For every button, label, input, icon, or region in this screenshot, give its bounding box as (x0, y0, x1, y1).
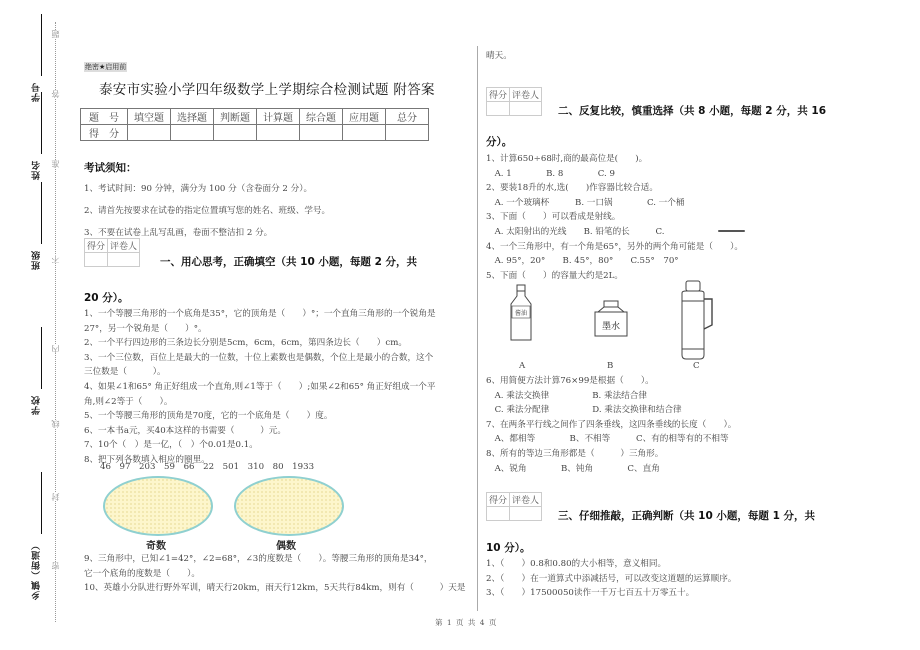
binding-hint-char: 内 (51, 345, 60, 353)
grader-score-cell[interactable] (487, 507, 510, 521)
grader-name-label: 评卷人 (108, 239, 140, 253)
binding-field-input[interactable] (41, 327, 42, 389)
score-header-cell: 总分 (386, 109, 429, 125)
question-line: 1、（ ）0.8和0.80的大小相等，意义相同。 (486, 559, 667, 569)
binding-hint-char: 密 (51, 562, 60, 570)
question-line: 5、下面（ ）的容量大约是2L。 (486, 270, 623, 281)
score-header-cell: 综合题 (300, 109, 343, 125)
binding-field-input[interactable] (41, 472, 42, 534)
binding-field-label: 学号 (32, 82, 42, 102)
section2-title-cont: 分）。 (486, 136, 513, 148)
question-line: 1、计算650÷68时,商的最高位是( )。 (486, 154, 648, 164)
binding-field-input[interactable] (41, 182, 42, 244)
score-cell[interactable] (386, 125, 429, 141)
question-line: 6、用简便方法计算76×99是根据（ ）。 (486, 376, 654, 386)
grader-name-label: 评卷人 (510, 88, 542, 102)
binding-hint-char: 封 (51, 493, 60, 501)
grader-box-section1 (84, 238, 140, 267)
grader-score-label: 得分 (487, 88, 510, 102)
question-line: 3、下面（ ）可以看成是射线。 (486, 212, 621, 223)
binding-hint-char: 题 (51, 30, 60, 38)
score-cell[interactable] (128, 125, 171, 141)
grader-score-cell[interactable] (487, 102, 510, 116)
question-line: A. 乘法交换律 B. 乘法结合律 (486, 390, 647, 401)
question-line: 1、一个等腰三角形的一个底角是35°，它的顶角是（ ）°；一个直角三角形的一个锐角是 (84, 309, 436, 319)
question-line: 5、一个等腰三角形的顶角是70度，它的一个底角是（ ）度。 (84, 411, 333, 422)
svg-text:墨水: 墨水 (601, 322, 621, 332)
score-table-score-row (81, 125, 429, 141)
picture-label-c: C (693, 361, 700, 371)
question-line: 4、如果∠1和65° 角正好组成一个直角,则∠1等于（ ）;如果∠2和65° 角正好组成一个平 (84, 382, 436, 392)
question-line: 4、一个三角形中，有一个角是65°，另外的两个角可能是（ ）。 (486, 241, 744, 252)
column-divider (477, 46, 478, 611)
grader-score-label: 得分 (85, 239, 108, 253)
question-line: 它一个底角的度数是（ ）。 (84, 568, 201, 579)
even-label: 偶数 (276, 541, 296, 552)
question-line: 27°，另一个锐角是（ ）°。 (84, 323, 207, 334)
question-line: 9、三角形中，已知∠1=42°，∠2=68°，∠3的度数是（ ）。等腰三角形的顶角是34°， (84, 554, 433, 564)
odd-number-oval[interactable] (103, 476, 213, 536)
question-line: A. 1 B. 8 C. 9 (486, 168, 615, 179)
picture-label-b: B (607, 361, 614, 371)
question-line: 10、英雄小分队进行野外军训，晴天行20km，雨天行12km，5天共行84km，则有（ ）天是 (84, 583, 466, 594)
question-line: 3、（ ）17500050读作一千万七百五十万零五十。 (486, 588, 695, 599)
score-table (80, 108, 429, 141)
notice-item: 1、考试时间：90 分钟，满分为 100 分（含卷面分 2 分）。 (84, 184, 313, 194)
grader-name-label: 评卷人 (510, 493, 542, 507)
grader-box-section2 (486, 87, 542, 116)
question-line: 8、把下列各数填入相应的圈里。 (84, 455, 210, 465)
score-header-cell: 判断题 (214, 109, 257, 125)
question-line: 3、一个三位数，百位上是最大的一位数，十位上素数也是偶数，个位上是最小的合数，这个 (84, 352, 434, 363)
grader-name-cell[interactable] (510, 102, 542, 116)
question-line: 角,则∠2等于（ ）。 (84, 396, 173, 407)
binding-hint-char: 准 (51, 160, 60, 168)
svg-text:酱油: 酱油 (514, 310, 528, 317)
question-line: A. 95°，20° B. 45°，80° C.55° 70° (486, 256, 679, 267)
secret-tag: 绝密★启用前 (85, 63, 127, 71)
question-line: 2、（ ）在一道算式中添减括号，可以改变这道题的运算顺序。 (486, 573, 737, 584)
ink-bottle-icon (592, 300, 632, 338)
page-title: 泰安市实验小学四年级数学上学期综合检测试题 附答案 (99, 82, 435, 98)
question-line: A、锐角 B、钝角 C、直角 (486, 463, 660, 474)
score-header-cell: 选择题 (171, 109, 214, 125)
notice-item: 2、请首先按要求在试卷的指定位置填写您的姓名、班级、学号。 (84, 206, 331, 216)
notice-item: 3、不要在试卷上乱写乱画，卷面不整洁扣 2 分。 (84, 228, 273, 238)
continuation-text: 晴天。 (486, 51, 512, 61)
question-line: A. 一个玻璃杯 B. 一口锅 C. 一个桶 (486, 197, 685, 208)
question-line: A. 太阳射出的光线 B. 铅笔的长 C. (486, 227, 665, 237)
question-line: 2、要装18升的水,选( )作容器比较合适。 (486, 183, 658, 194)
score-row-label: 得 分 (81, 125, 128, 141)
binding-field-label: 姓名 (32, 160, 42, 180)
question-line: 6、一本书a元，买40本这样的书需要（ ）元。 (84, 425, 286, 436)
thermos-icon (676, 279, 716, 361)
score-table-header-row (81, 109, 429, 125)
section1-title: 一、用心思考，正确填空（共 10 小题，每题 2 分，共 (160, 256, 418, 268)
binding-hint-char: 不 (51, 255, 60, 263)
binding-field-input[interactable] (41, 92, 42, 154)
picture-label-a: A (519, 361, 526, 371)
grader-name-cell[interactable] (510, 507, 542, 521)
odd-label: 奇数 (146, 541, 166, 552)
section3-title-cont: 10 分）。 (486, 542, 531, 554)
score-header-cell: 计算题 (257, 109, 300, 125)
question-line: 8、所有的等边三角形都是（ ）三角形。 (486, 449, 664, 459)
segment-icon (718, 230, 745, 232)
number-list: 46 97 203 59 66 22 501 310 80 1933 (100, 462, 315, 472)
page-footer: 第 1 页 共 4 页 (435, 618, 498, 627)
score-cell[interactable] (257, 125, 300, 141)
section3-title: 三、仔细推敲，正确判断（共 10 小题，每题 1 分，共 (558, 510, 816, 522)
soy-sauce-bottle-icon (508, 284, 534, 342)
question-line: C. 乘法分配律 D. 乘法交换律和结合律 (486, 405, 682, 416)
even-number-oval[interactable] (234, 476, 344, 536)
notice-heading: 考试须知： (84, 162, 137, 174)
score-cell[interactable] (300, 125, 343, 141)
question-line: 三位数是（ ）。 (84, 367, 166, 378)
binding-field-input[interactable] (41, 14, 42, 76)
binding-dotted-line (55, 22, 56, 622)
question-line: A、都相等 B、不相等 C、有的相等有的不相等 (486, 434, 729, 445)
section1-title-cont: 20 分）。 (84, 292, 129, 304)
binding-field-label: 班级 (32, 250, 42, 270)
question-line: 2、一个平行四边形的三条边长分别是5cm，6cm，6cm，第四条边长（ ）cm。 (84, 338, 407, 349)
question-line: 7、10个（ ）是一亿，（ ）个0.01是0.1。 (84, 440, 258, 451)
question-line: 7、在两条平行线之间作了四条垂线，这四条垂线的长度（ ）。 (486, 419, 737, 430)
score-cell[interactable] (171, 125, 214, 141)
section2-title: 二、反复比较，慎重选择（共 8 小题，每题 2 分，共 16 (558, 105, 827, 117)
score-cell[interactable] (214, 125, 257, 141)
grader-name-cell[interactable] (108, 253, 140, 267)
grader-score-cell[interactable] (85, 253, 108, 267)
score-header-cell: 填空题 (128, 109, 171, 125)
binding-hint-char: 答 (51, 90, 60, 98)
grader-score-label: 得分 (487, 493, 510, 507)
binding-field-label: 学校 (32, 395, 42, 415)
binding-hint-char: 线 (51, 420, 60, 428)
binding-field-label: 乡镇（街道） (32, 540, 42, 600)
score-header-cell: 题 号 (81, 109, 128, 125)
grader-box-section3 (486, 492, 542, 521)
score-cell[interactable] (343, 125, 386, 141)
score-header-cell: 应用题 (343, 109, 386, 125)
